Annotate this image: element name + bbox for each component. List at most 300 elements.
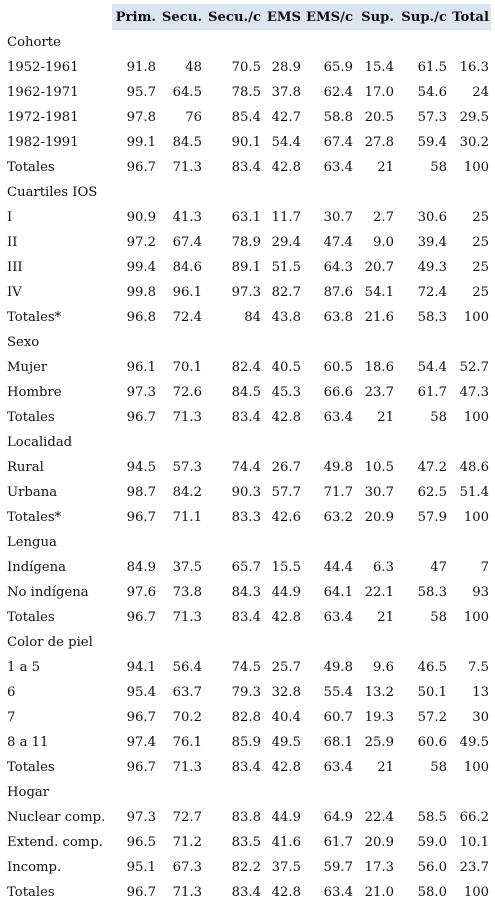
table-cell: 58.0: [417, 885, 447, 900]
table-cell: 30.2: [459, 135, 489, 150]
table-cell: 96.7: [126, 610, 156, 625]
table-cell: 30.7: [364, 485, 394, 500]
table-row: [4, 355, 491, 380]
table-cell: 48.6: [459, 460, 489, 475]
table-row: [4, 305, 491, 330]
table-cell: 60.7: [323, 710, 353, 725]
section-title: Color de piel: [7, 635, 93, 650]
table-cell: 100: [463, 310, 489, 325]
table-cell: 25: [472, 235, 489, 250]
section-title: Sexo: [7, 335, 40, 350]
table-cell: 60.6: [417, 735, 447, 750]
table-cell: 37.5: [172, 560, 202, 575]
table-cell: 7.5: [468, 660, 489, 675]
table-cell: 84.6: [172, 260, 202, 275]
table-body: [4, 30, 491, 905]
table-cell: 96.7: [126, 160, 156, 175]
table-cell: 57.3: [417, 110, 447, 125]
table-cell: 44.4: [323, 560, 353, 575]
table-cell: 83.8: [231, 810, 261, 825]
table-cell: 55.4: [323, 685, 353, 700]
table-cell: 62.4: [323, 85, 353, 100]
table-cell: 26.7: [271, 460, 301, 475]
table-row: [4, 405, 491, 430]
table-cell: 83.4: [231, 885, 261, 900]
table-cell: 13: [472, 685, 489, 700]
table-row: [4, 80, 491, 105]
table-cell: 10.1: [459, 835, 489, 850]
table-cell: 93: [472, 585, 489, 600]
table-cell: 99.1: [126, 135, 156, 150]
table-row: [4, 55, 491, 80]
table-row: [4, 730, 491, 755]
table-cell: 51.4: [459, 485, 489, 500]
table-cell: 100: [463, 610, 489, 625]
row-label: No indígena: [7, 585, 89, 600]
table-row: [4, 655, 491, 680]
table-cell: 60.5: [323, 360, 353, 375]
table-cell: 78.9: [231, 235, 261, 250]
table-cell: 29.4: [271, 235, 301, 250]
table-cell: 25.7: [271, 660, 301, 675]
row-label: Hombre: [7, 385, 62, 400]
table-cell: 39.4: [417, 235, 447, 250]
table-cell: 84: [244, 310, 261, 325]
table-cell: 30.7: [323, 210, 353, 225]
row-label: 7: [7, 710, 16, 725]
table-cell: 83.4: [231, 160, 261, 175]
table-cell: 42.7: [271, 110, 301, 125]
table-row: [4, 705, 491, 730]
row-label: Urbana: [7, 485, 58, 500]
table-cell: 83.4: [231, 610, 261, 625]
table-cell: 21.0: [364, 885, 394, 900]
table-cell: 44.9: [271, 585, 301, 600]
table-cell: 97.4: [126, 735, 156, 750]
row-label: 8 a 11: [7, 735, 49, 750]
table-cell: 95.7: [126, 85, 156, 100]
table-cell: 76.1: [172, 735, 202, 750]
table-cell: 71.3: [172, 610, 202, 625]
table-cell: 71.3: [172, 760, 202, 775]
table-row: [4, 880, 491, 905]
table-row: [4, 255, 491, 280]
row-label: 1972-1981: [7, 110, 79, 125]
table-cell: 83.3: [231, 510, 261, 525]
row-label: Nuclear comp.: [7, 810, 106, 825]
table-cell: 63.8: [323, 310, 353, 325]
table-cell: 9.6: [373, 660, 394, 675]
table-cell: 67.4: [323, 135, 353, 150]
table-row: [4, 805, 491, 830]
table-cell: 42.8: [271, 160, 301, 175]
table-cell: 42.8: [271, 610, 301, 625]
table-cell: 57.2: [417, 710, 447, 725]
table-cell: 82.7: [271, 285, 301, 300]
table-cell: 42.8: [271, 760, 301, 775]
table-cell: 96.1: [126, 360, 156, 375]
table-cell: 90.9: [126, 210, 156, 225]
table-cell: 71.7: [323, 485, 353, 500]
table-cell: 64.1: [323, 585, 353, 600]
section-row: [4, 30, 491, 55]
row-label: 6: [7, 685, 16, 700]
table-cell: 96.7: [126, 410, 156, 425]
table-cell: 21.6: [364, 310, 394, 325]
table-cell: 25: [472, 285, 489, 300]
table-cell: 59.4: [417, 135, 447, 150]
table-cell: 98.7: [126, 485, 156, 500]
table-cell: 42.8: [271, 885, 301, 900]
column-header: Sup./c: [396, 4, 449, 30]
table-cell: 97.3: [231, 285, 261, 300]
table-cell: 15.4: [364, 60, 394, 75]
table-cell: 100: [463, 410, 489, 425]
row-label: Rural: [7, 460, 44, 475]
table-cell: 47: [430, 560, 447, 575]
table-cell: 58: [430, 760, 447, 775]
row-label: IV: [7, 285, 22, 300]
table-cell: 96.7: [126, 760, 156, 775]
table-row: [4, 380, 491, 405]
table-cell: 96.5: [126, 835, 156, 850]
table-cell: 43.8: [271, 310, 301, 325]
table-cell: 49.5: [459, 735, 489, 750]
table-cell: 57.9: [417, 510, 447, 525]
row-label: Totales: [7, 885, 55, 900]
table-row: [4, 605, 491, 630]
section-row: [4, 430, 491, 455]
table-cell: 100: [463, 160, 489, 175]
table-cell: 79.3: [231, 685, 261, 700]
table-cell: 97.3: [126, 810, 156, 825]
column-header: EMS/c: [303, 4, 355, 30]
table-row: [4, 230, 491, 255]
table-cell: 83.4: [231, 410, 261, 425]
table-cell: 22.4: [364, 810, 394, 825]
table-cell: 63.4: [323, 610, 353, 625]
table-cell: 71.1: [172, 510, 202, 525]
table-cell: 47.4: [323, 235, 353, 250]
section-title: Cohorte: [7, 35, 61, 50]
table-row: [4, 480, 491, 505]
table-cell: 54.4: [271, 135, 301, 150]
table-cell: 83.5: [231, 835, 261, 850]
table-cell: 56.4: [172, 660, 202, 675]
table-cell: 40.5: [271, 360, 301, 375]
table-cell: 71.2: [172, 835, 202, 850]
table-cell: 85.9: [231, 735, 261, 750]
table-cell: 59.0: [417, 835, 447, 850]
table-cell: 84.2: [172, 485, 202, 500]
table-cell: 37.8: [271, 85, 301, 100]
table-cell: 58.3: [417, 585, 447, 600]
row-label: Totales: [7, 760, 55, 775]
table-cell: 62.5: [417, 485, 447, 500]
table-cell: 30: [472, 710, 489, 725]
table-cell: 20.7: [364, 260, 394, 275]
table-cell: 73.8: [172, 585, 202, 600]
table-cell: 95.1: [126, 860, 156, 875]
table-cell: 41.6: [271, 835, 301, 850]
table-cell: 49.8: [323, 460, 353, 475]
column-header: Total: [449, 4, 491, 30]
table-cell: 63.4: [323, 410, 353, 425]
table-cell: 21: [377, 160, 394, 175]
table-cell: 21: [377, 410, 394, 425]
column-header: Secu.: [158, 4, 204, 30]
table-cell: 49.8: [323, 660, 353, 675]
table-cell: 97.6: [126, 585, 156, 600]
table-cell: 20.9: [364, 510, 394, 525]
table-cell: 72.6: [172, 385, 202, 400]
table-cell: 97.8: [126, 110, 156, 125]
table-cell: 89.1: [231, 260, 261, 275]
table-cell: 40.4: [271, 710, 301, 725]
table-cell: 91.8: [126, 60, 156, 75]
table-row: [4, 455, 491, 480]
section-title: Cuartiles IOS: [7, 185, 98, 200]
table-cell: 61.5: [417, 60, 447, 75]
table-cell: 37.5: [271, 860, 301, 875]
table-cell: 82.2: [231, 860, 261, 875]
table-cell: 50.1: [417, 685, 447, 700]
section-row: [4, 330, 491, 355]
table-cell: 57.7: [271, 485, 301, 500]
table-cell: 19.3: [364, 710, 394, 725]
row-label: I: [7, 210, 13, 225]
table-cell: 66.6: [323, 385, 353, 400]
table-cell: 7: [480, 560, 489, 575]
table-cell: 72.4: [417, 285, 447, 300]
table-cell: 84.9: [126, 560, 156, 575]
row-label: 1982-1991: [7, 135, 79, 150]
table-cell: 52.7: [459, 360, 489, 375]
table-cell: 59.7: [323, 860, 353, 875]
section-row: [4, 180, 491, 205]
table-cell: 63.1: [231, 210, 261, 225]
table-cell: 61.7: [417, 385, 447, 400]
table-cell: 23.7: [459, 860, 489, 875]
section-row: [4, 780, 491, 805]
table-cell: 25.9: [364, 735, 394, 750]
table-row: [4, 830, 491, 855]
table-cell: 57.3: [172, 460, 202, 475]
table-cell: 20.9: [364, 835, 394, 850]
table-cell: 58: [430, 410, 447, 425]
column-header: Secu./c: [204, 4, 263, 30]
column-header: Sup.: [355, 4, 396, 30]
table-cell: 6.3: [373, 560, 394, 575]
table-cell: 94.5: [126, 460, 156, 475]
table-row: [4, 505, 491, 530]
table-cell: 67.3: [172, 860, 202, 875]
table-cell: 64.9: [323, 810, 353, 825]
table-cell: 24: [472, 85, 489, 100]
table-cell: 58.8: [323, 110, 353, 125]
table-cell: 84.5: [231, 385, 261, 400]
table-cell: 82.8: [231, 710, 261, 725]
section-title: Hogar: [7, 785, 50, 800]
table-cell: 100: [463, 885, 489, 900]
table-cell: 16.3: [459, 60, 489, 75]
table-cell: 9.0: [373, 235, 394, 250]
table-cell: 63.7: [172, 685, 202, 700]
table-cell: 42.6: [271, 510, 301, 525]
table-cell: 99.8: [126, 285, 156, 300]
table-cell: 70.1: [172, 360, 202, 375]
table-cell: 49.5: [271, 735, 301, 750]
table-cell: 13.2: [364, 685, 394, 700]
table-cell: 58: [430, 610, 447, 625]
table-cell: 41.3: [172, 210, 202, 225]
table-cell: 58.5: [417, 810, 447, 825]
table-cell: 74.5: [231, 660, 261, 675]
table-cell: 11.7: [271, 210, 301, 225]
row-label: Incomp.: [7, 860, 62, 875]
row-label: III: [7, 260, 23, 275]
table-cell: 63.4: [323, 885, 353, 900]
table-cell: 29.5: [459, 110, 489, 125]
table-cell: 85.4: [231, 110, 261, 125]
table-cell: 65.7: [231, 560, 261, 575]
table-row: [4, 205, 491, 230]
table-cell: 47.2: [417, 460, 447, 475]
table-cell: 23.7: [364, 385, 394, 400]
row-label: Totales*: [7, 510, 62, 525]
table-cell: 66.2: [459, 810, 489, 825]
row-label: 1962-1971: [7, 85, 79, 100]
row-label: 1 a 5: [7, 660, 41, 675]
table-cell: 21: [377, 610, 394, 625]
table-row: [4, 130, 491, 155]
table-cell: 71.3: [172, 885, 202, 900]
table-row: [4, 555, 491, 580]
row-label: Totales: [7, 160, 55, 175]
table-cell: 63.4: [323, 760, 353, 775]
table-cell: 17.0: [364, 85, 394, 100]
table-cell: 32.8: [271, 685, 301, 700]
row-label: Extend. comp.: [7, 835, 103, 850]
section-row: [4, 630, 491, 655]
table-cell: 76: [185, 110, 202, 125]
table-cell: 42.8: [271, 410, 301, 425]
table-cell: 44.9: [271, 810, 301, 825]
table-cell: 84.5: [172, 135, 202, 150]
table-cell: 74.4: [231, 460, 261, 475]
table-cell: 47.3: [459, 385, 489, 400]
table-row: [4, 155, 491, 180]
table-cell: 48: [185, 60, 202, 75]
table-cell: 90.3: [231, 485, 261, 500]
table-cell: 18.6: [364, 360, 394, 375]
table-cell: 58: [430, 160, 447, 175]
table-cell: 94.1: [126, 660, 156, 675]
table-cell: 72.4: [172, 310, 202, 325]
table-cell: 54.1: [364, 285, 394, 300]
table-cell: 68.1: [323, 735, 353, 750]
table-cell: 90.1: [231, 135, 261, 150]
table-cell: 25: [472, 210, 489, 225]
table-cell: 100: [463, 510, 489, 525]
table-cell: 61.7: [323, 835, 353, 850]
row-label: Totales: [7, 410, 55, 425]
table-row: [4, 105, 491, 130]
table-cell: 78.5: [231, 85, 261, 100]
row-label: Mujer: [7, 360, 48, 375]
table-cell: 2.7: [373, 210, 394, 225]
table-cell: 30.6: [417, 210, 447, 225]
table-cell: 54.4: [417, 360, 447, 375]
table-cell: 64.3: [323, 260, 353, 275]
table-cell: 64.5: [172, 85, 202, 100]
table-cell: 97.2: [126, 235, 156, 250]
table-cell: 63.4: [323, 160, 353, 175]
table-cell: 96.1: [172, 285, 202, 300]
table-row: [4, 755, 491, 780]
table-cell: 95.4: [126, 685, 156, 700]
table-row: [4, 855, 491, 880]
table-cell: 15.5: [271, 560, 301, 575]
table-cell: 84.3: [231, 585, 261, 600]
column-header: Prim.: [112, 4, 158, 30]
table-cell: 82.4: [231, 360, 261, 375]
table-cell: 46.5: [417, 660, 447, 675]
table-cell: 100: [463, 760, 489, 775]
table-cell: 54.6: [417, 85, 447, 100]
header-row: [4, 4, 491, 30]
table-cell: 56.0: [417, 860, 447, 875]
table-cell: 17.3: [364, 860, 394, 875]
table-cell: 96.7: [126, 885, 156, 900]
table-cell: 63.2: [323, 510, 353, 525]
table-cell: 87.6: [323, 285, 353, 300]
header-corner: [4, 4, 112, 30]
table-cell: 71.3: [172, 410, 202, 425]
column-header: EMS: [263, 4, 303, 30]
table-row: [4, 680, 491, 705]
table-cell: 27.8: [364, 135, 394, 150]
table-cell: 71.3: [172, 160, 202, 175]
table-cell: 72.7: [172, 810, 202, 825]
table-cell: 99.4: [126, 260, 156, 275]
table-cell: 49.3: [417, 260, 447, 275]
education-table: [4, 4, 491, 905]
table-cell: 97.3: [126, 385, 156, 400]
table-row: [4, 280, 491, 305]
table-cell: 10.5: [364, 460, 394, 475]
table-cell: 28.9: [271, 60, 301, 75]
table-cell: 22.1: [364, 585, 394, 600]
table-cell: 58.3: [417, 310, 447, 325]
table-cell: 70.5: [231, 60, 261, 75]
table-cell: 96.7: [126, 510, 156, 525]
row-label: II: [7, 235, 18, 250]
table-cell: 51.5: [271, 260, 301, 275]
row-label: 1952-1961: [7, 60, 79, 75]
table-cell: 45.3: [271, 385, 301, 400]
table-cell: 83.4: [231, 760, 261, 775]
row-label: Totales*: [7, 310, 62, 325]
table-cell: 67.4: [172, 235, 202, 250]
section-row: [4, 530, 491, 555]
table-cell: 25: [472, 260, 489, 275]
table-cell: 20.5: [364, 110, 394, 125]
row-label: Indígena: [7, 560, 66, 575]
table-cell: 21: [377, 760, 394, 775]
section-title: Lengua: [7, 535, 57, 550]
table-cell: 70.2: [172, 710, 202, 725]
